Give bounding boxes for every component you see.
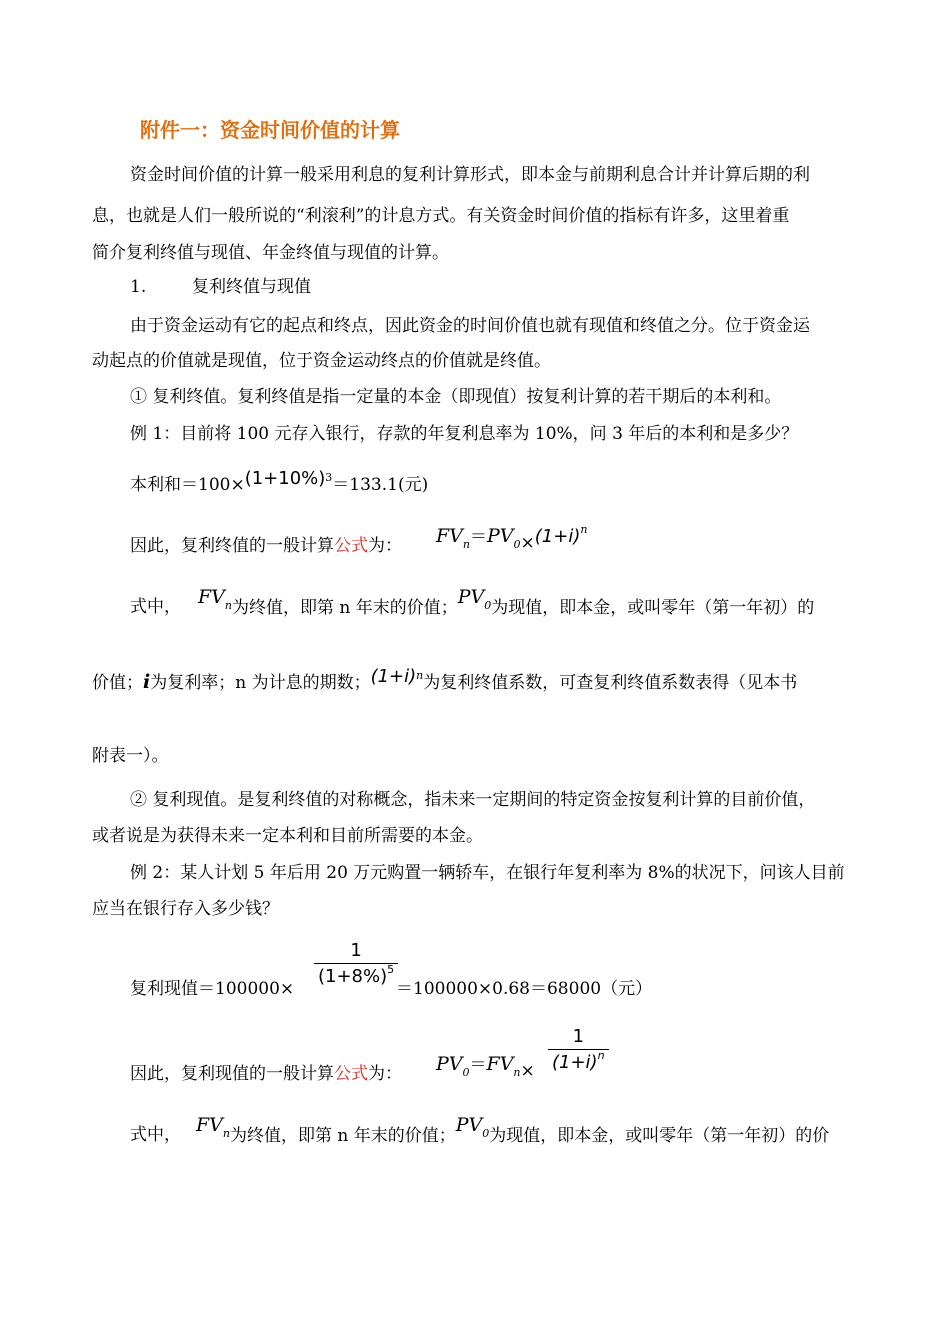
fv-explain-fv-text: 为终值，即第 n 年末的价值； bbox=[232, 598, 458, 618]
pv-definition-line-1: ② 复利现值。是复利终值的对称概念，指未来一定期间的特定资金按复利计算的目前价值， bbox=[130, 790, 816, 810]
pv-explain-fv-text: 为终值，即第 n 年末的价值； bbox=[230, 1126, 456, 1146]
section-number: 1. bbox=[130, 277, 147, 297]
fv-definition: ① 复利终值。复利终值是指一定量的本金（即现值）按复利计算的若干期后的本利和。 bbox=[130, 387, 782, 407]
fv-formula-eq: ＝ bbox=[470, 527, 487, 547]
intro-line-3: 简介复利终值与现值、年金终值与现值的计算。 bbox=[92, 243, 449, 263]
fv-formula-expression bbox=[436, 523, 588, 553]
pv-explain-pv: PV bbox=[455, 1114, 483, 1136]
example2-line-2: 应当在银行存入多少钱？ bbox=[92, 899, 279, 919]
example2-calc-prefix: 复利现值＝100000× bbox=[130, 979, 295, 999]
pv-formula-lhs-sub: 0 bbox=[462, 1066, 470, 1079]
fv-formula-suffix: 为： bbox=[368, 536, 402, 556]
fv-formula-link[interactable]: 公式 bbox=[334, 536, 368, 556]
fv-formula-base: (1+i) bbox=[534, 526, 581, 547]
pv-formula-fv-sub: n bbox=[513, 1066, 521, 1079]
fv-formula-exp: n bbox=[580, 523, 588, 536]
fv-explain-factor-text: 为复利终值系数，可查复利终值系数表得（见本书 bbox=[423, 673, 798, 693]
fv-explain-line-2 bbox=[92, 666, 798, 696]
pv-formula-frac-num: 1 bbox=[572, 1026, 585, 1047]
pv-explain-fv: FV bbox=[196, 1114, 223, 1136]
fv-formula-lhs: FV bbox=[436, 525, 463, 547]
fv-explain-prefix: 式中， bbox=[130, 597, 181, 617]
example1-question: 例 1：目前将 100 元存入银行，存款的年复利息率为 10%，问 3 年后的本利和是多少？ bbox=[130, 424, 799, 444]
fv-explain-pv: PV bbox=[457, 586, 485, 608]
pv-formula-frac-exp: n bbox=[597, 1049, 605, 1062]
example2-calc-result: ＝100000×0.68＝68000（元） bbox=[396, 979, 653, 999]
fv-explain-factor: (1+i) bbox=[370, 666, 417, 687]
pv-formula-lhs: PV bbox=[436, 1053, 463, 1075]
fv-formula-prefix: 因此，复利终值的一般计算 bbox=[130, 536, 334, 556]
pv-explain-fv-sub: n bbox=[222, 1127, 230, 1140]
example2-line-1: 例 2：某人计划 5 年后用 20 万元购置一辆轿车，在银行年复利率为 8%的状况下，问该人目前 bbox=[130, 863, 845, 883]
fv-explain-fv: FV bbox=[198, 586, 225, 608]
pv-formula-times: × bbox=[520, 1061, 535, 1081]
pv-formula-fraction bbox=[548, 1026, 609, 1073]
example2-frac-exp: 5 bbox=[387, 963, 395, 976]
intro-line-2: 息，也就是人们一般所说的“利滚利”的计息方式。有关资金时间价值的指标有许多，这里着重 bbox=[92, 206, 790, 226]
para2-line-2: 动起点的价值就是现值，位于资金运动终点的价值就是终值。 bbox=[92, 351, 551, 371]
pv-explain-prefix: 式中， bbox=[130, 1125, 181, 1145]
fv-explain-line-1 bbox=[198, 586, 815, 618]
example1-exponent: 3 bbox=[325, 471, 333, 484]
fv-formula-line bbox=[130, 535, 402, 557]
fv-formula-lhs-sub: n bbox=[462, 538, 470, 551]
pv-formula-suffix: 为： bbox=[368, 1064, 402, 1084]
fv-explain-i-text: 为复利率；n 为计息的期数； bbox=[150, 673, 371, 693]
fv-explain-fv-sub: n bbox=[224, 599, 232, 612]
fv-explain-pv-sub: 0 bbox=[484, 599, 492, 612]
fv-explain-pv-text: 为现值，即本金，或叫零年（第一年初）的 bbox=[491, 598, 815, 618]
pv-explain-pv-text: 为现值，即本金，或叫零年（第一年初）的价 bbox=[489, 1126, 830, 1146]
pv-formula-expression bbox=[436, 1053, 535, 1081]
fv-explain-line2-start: 价值； bbox=[92, 673, 143, 693]
fv-explain-factor-exp: n bbox=[416, 669, 424, 682]
pv-definition-line-2: 或者说是为获得未来一定本利和目前所需要的本金。 bbox=[92, 826, 483, 846]
fv-formula-pv: PV bbox=[487, 525, 514, 547]
example1-calc bbox=[130, 468, 429, 498]
page-title: 附件一：资金时间价值的计算 bbox=[140, 118, 400, 142]
fv-explain-line-3: 附表一）。 bbox=[92, 746, 169, 766]
pv-formula-line bbox=[130, 1063, 402, 1085]
example2-frac-den: (1+8%) bbox=[318, 966, 388, 987]
fv-explain-i: i bbox=[143, 671, 151, 693]
fv-formula-pv-sub: 0 bbox=[513, 538, 521, 551]
example1-result: ＝133.1(元) bbox=[332, 475, 429, 495]
pv-explain-line bbox=[196, 1114, 830, 1146]
pv-formula-prefix: 因此，复利现值的一般计算 bbox=[130, 1064, 334, 1084]
example2-frac-num: 1 bbox=[350, 940, 362, 961]
pv-formula-link[interactable]: 公式 bbox=[334, 1064, 368, 1084]
fv-formula-times: × bbox=[520, 533, 535, 553]
para2-line-1: 由于资金运动有它的起点和终点，因此资金的时间价值也就有现值和终值之分。位于资金运 bbox=[130, 316, 810, 336]
example2-fraction bbox=[314, 940, 398, 987]
pv-formula-eq: ＝ bbox=[469, 1055, 487, 1075]
pv-formula-frac-den: (1+i) bbox=[552, 1052, 598, 1073]
pv-formula-fv: FV bbox=[486, 1053, 514, 1075]
pv-explain-pv-sub: 0 bbox=[482, 1127, 490, 1140]
section-title: 复利终值与现值 bbox=[192, 277, 311, 297]
intro-line-1: 资金时间价值的计算一般采用利息的复利计算形式，即本金与前期利息合计并计算后期的利 bbox=[130, 165, 810, 185]
example1-calc-prefix: 本利和＝100× bbox=[130, 475, 245, 495]
example1-base: (1+10%) bbox=[244, 468, 326, 489]
